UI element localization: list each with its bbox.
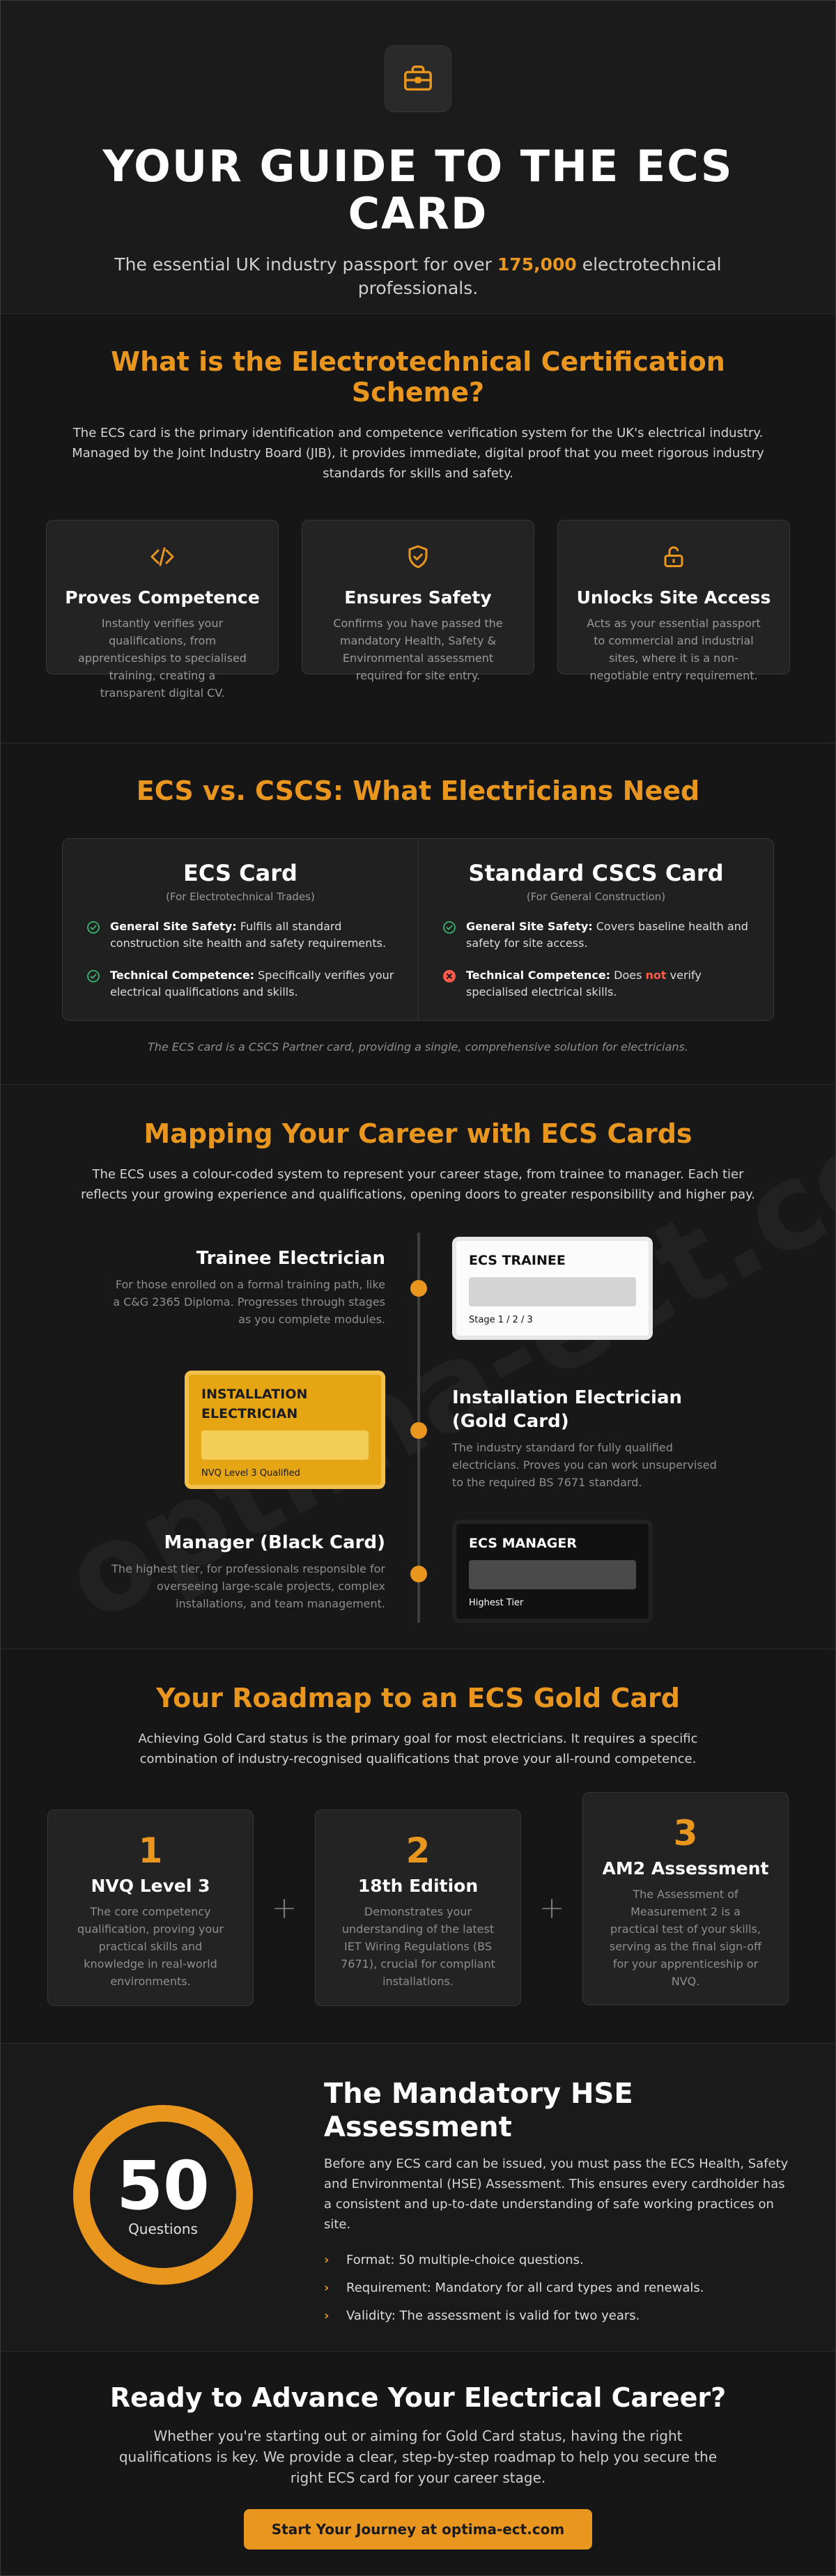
- step-title: AM2 Assessment: [602, 1858, 769, 1879]
- check-icon: [86, 918, 110, 952]
- question-count-label: Questions: [128, 2221, 198, 2237]
- list-item: › Requirement: Mandatory for all card types and renewals.: [324, 2279, 791, 2297]
- hse-section: [1, 2044, 835, 2352]
- hse-body: [324, 2077, 791, 2335]
- column-title: Standard CSCS Card: [468, 860, 724, 886]
- feature-title: Ensures Safety: [344, 587, 492, 608]
- cscs-column: [418, 839, 773, 1020]
- comparison-table: [62, 838, 774, 1021]
- tier-text: The industry standard for fully qualified electricians. Proves you can work unsupervised to the required BS 7671 standard.: [452, 1441, 717, 1489]
- briefcase-icon: [385, 45, 451, 112]
- column-tag: (For Electrotechnical Trades): [166, 890, 315, 903]
- tier-text: The highest tier, for professionals responsible for overseeing large-scale projects, complex installations, and team management.: [111, 1562, 385, 1610]
- what-is-section: [1, 314, 835, 743]
- step-title: NVQ Level 3: [91, 1876, 210, 1896]
- timeline-dot: [410, 1280, 427, 1297]
- section-text: The ECS uses a colour-coded system to represent your career stage, from trainee to manager. Each tier reflects your growing experience and qualifications, opening doors to greater responsibility and higher pay.: [81, 1167, 755, 1202]
- section-text: The ECS card is the primary identification and competence verification system for the UK's electrical industry. Managed by the Joint Industry Board (JIB), it provides immediate, digital proof that you meet rigorous industry standards for skills and safety.: [72, 426, 764, 481]
- section-title: What is the Electrotechnical Certification Scheme?: [111, 346, 725, 408]
- feature-card: [302, 520, 534, 682]
- step-number: 1: [138, 1830, 163, 1871]
- tier-title: Trainee Electrician: [196, 1248, 385, 1269]
- feature-list: [46, 520, 790, 700]
- career-section: [1, 1085, 835, 1649]
- list-item: › Validity: The assessment is valid for two years.: [324, 2307, 791, 2325]
- feature-card: [557, 520, 790, 682]
- comparison-row: Technical Competence: Specifically verifies your electrical qualifications and skills.: [86, 967, 394, 1001]
- career-timeline: [1, 1233, 835, 1623]
- hero-section: [1, 1, 835, 314]
- plus-icon: +: [271, 1890, 297, 1926]
- step-text: The core competency qualification, proving your practical skills and knowledge in real-world environments.: [77, 1905, 224, 1988]
- hse-text: Before any ECS card can be issued, you must pass the ECS Health, Safety and Environmental (HSE) Assessment. This ensures every cardholder has a consistent and up-to-date understanding of safe working practices on site.: [324, 2157, 789, 2232]
- ecs-column: [63, 839, 418, 1020]
- gold-card: INSTALLATION ELECTRICIAN NVQ Level 3 Qualified: [185, 1371, 385, 1489]
- tier-title: Manager (Black Card): [164, 1532, 385, 1553]
- plus-icon: +: [539, 1890, 565, 1926]
- feature-card: [46, 520, 279, 700]
- manager-card: ECS MANAGER Highest Tier: [452, 1520, 653, 1623]
- step-title: 18th Edition: [357, 1876, 479, 1896]
- comparison-note: The ECS card is a CSCS Partner card, providing a single, comprehensive solution for electricians.: [148, 1040, 688, 1054]
- roadmap-section: [1, 1649, 835, 2044]
- check-icon: [442, 918, 466, 952]
- comparison-row: General Site Safety: Covers baseline health and safety for site access.: [442, 918, 750, 952]
- comparison-section: [1, 743, 835, 1085]
- feature-title: Unlocks Site Access: [576, 587, 771, 608]
- step-card: [315, 1810, 521, 2006]
- step-text: Demonstrates your understanding of the latest IET Wiring Regulations (BS 7671), crucial for compliant installations.: [341, 1905, 495, 1988]
- section-title: Your Roadmap to an ECS Gold Card: [156, 1683, 680, 1713]
- tier-title: Installation Electrician (Gold Card): [452, 1387, 683, 1432]
- step-card: [47, 1810, 254, 2006]
- timeline-dot: [410, 1422, 427, 1439]
- page-title: YOUR GUIDE TO THE ECS CARD: [102, 141, 734, 239]
- card-bar: [469, 1560, 636, 1589]
- question-count-ring: [73, 2105, 253, 2285]
- column-title: ECS Card: [183, 860, 297, 886]
- list-item: › Format: 50 multiple-choice questions.: [324, 2251, 791, 2269]
- start-journey-button[interactable]: Start Your Journey at optima-ect.com: [244, 2509, 592, 2550]
- unlock-icon: [558, 544, 789, 569]
- step-number: 2: [405, 1830, 431, 1871]
- shield-check-icon: [302, 544, 534, 569]
- tier-gold-text: [452, 1386, 731, 1491]
- member-count: 175,000: [497, 254, 577, 275]
- step-text: The Assessment of Measurement 2 is a practical test of your skills, serving as the final sign-off for your apprenticeship or NVQ.: [609, 1888, 762, 1988]
- question-count: 50: [116, 2147, 210, 2225]
- tier-text: For those enrolled on a formal training path, like a C&G 2365 Diploma. Progresses through stages as you complete modules.: [113, 1278, 385, 1326]
- feature-text: Instantly verifies your qualifications, from apprenticeships to specialised training, creating a transparent digital CV.: [78, 617, 247, 700]
- cta-text: Whether you're starting out or aiming for Gold Card status, having the right qualifications is key. We provide a clear, step-by-step roadmap to help you secure the right ECS card for your career stage.: [118, 2428, 718, 2486]
- cta-section: [1, 2352, 835, 2575]
- chevron-right-icon: ›: [324, 2253, 330, 2267]
- tier-manager-text: [107, 1531, 385, 1612]
- feature-title: Proves Competence: [65, 587, 260, 608]
- section-text: Achieving Gold Card status is the primary goal for most electricians. It requires a specific combination of industry-recognised qualifications that prove your all-round competence.: [138, 1732, 698, 1766]
- section-title: Mapping Your Career with ECS Cards: [144, 1118, 692, 1149]
- column-tag: (For General Construction): [526, 890, 666, 903]
- step-number: 3: [673, 1813, 698, 1853]
- tier-trainee-text: [107, 1247, 385, 1328]
- cross-icon: [442, 967, 466, 1001]
- hse-list: [324, 2251, 791, 2325]
- card-bar: [201, 1430, 369, 1460]
- chevron-right-icon: ›: [324, 2281, 330, 2295]
- feature-text: Acts as your essential passport to commercial and industrial sites, where it is a non-negotiable entry requirement.: [587, 617, 761, 682]
- code-icon: [47, 544, 278, 569]
- chevron-right-icon: ›: [324, 2308, 330, 2323]
- section-title: ECS vs. CSCS: What Electricians Need: [136, 776, 700, 806]
- comparison-row: General Site Safety: Fulfils all standard construction site health and safety requirements.: [86, 918, 394, 952]
- comparison-row: Technical Competence: Does not verify specialised electrical skills.: [442, 967, 750, 1001]
- cta-title: Ready to Advance Your Electrical Career?: [109, 2382, 727, 2413]
- roadmap-steps: [1, 1810, 835, 2006]
- step-card: [582, 1792, 789, 2005]
- feature-text: Confirms you have passed the mandatory Health, Safety & Environmental assessment required for site entry.: [333, 617, 503, 682]
- hse-title: The Mandatory HSE Assessment: [324, 2078, 633, 2143]
- timeline-dot: [410, 1566, 427, 1582]
- trainee-card: ECS TRAINEE Stage 1 / 2 / 3: [452, 1237, 653, 1340]
- hero-subtitle: The essential UK industry passport for over 175,000 electrotechnical professionals.: [114, 254, 722, 298]
- check-icon: [86, 967, 110, 1001]
- card-bar: [469, 1277, 636, 1306]
